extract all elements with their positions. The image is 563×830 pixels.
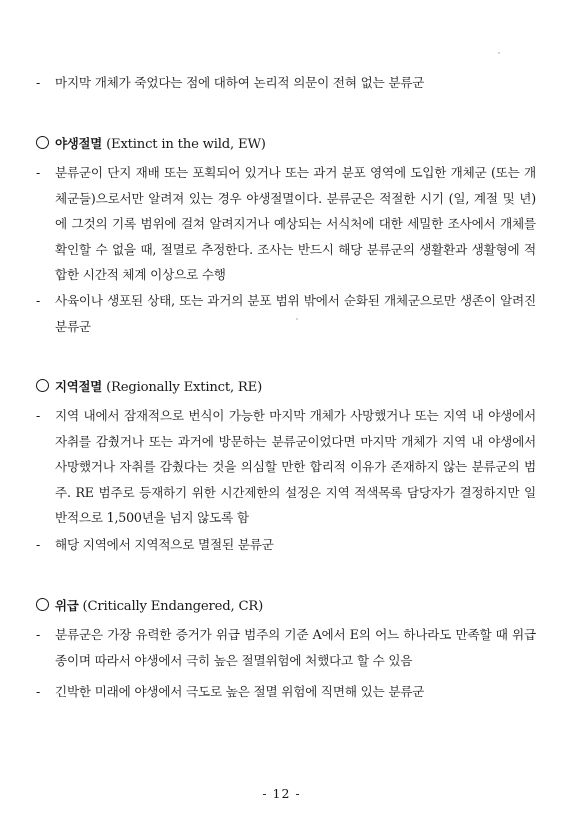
scan-speck [498, 52, 500, 54]
list-item-text: 해당 지역에서 지역적으로 멸절된 분류군 [55, 537, 274, 552]
list-item-text: 분류군이 단지 재배 또는 포획되어 있거나 또는 과거 분포 영역에 도입한 개체군 (또는 개체군들)으로서만 알려져 있는 경우 야생절멸이다. 분류군은 적절한 시기 (일, 계절 및 년)에 그것의 기록 범위에 걸쳐 알려지거나 예상되는 서식처에 대한 세밀한 조사에서 개체를 확인할 수 없을 때, 절멸로 추정한다. 조사는 반드시 해당 분류군의 생활환과 생활형에 적합한 시간적 체계 이상으로 수행 [55, 165, 536, 282]
section-heading-ew [36, 134, 266, 155]
section-heading-en: (Critically Endangered, CR) [82, 599, 264, 614]
list-item [36, 403, 536, 531]
list-item [36, 532, 536, 558]
list-item [36, 70, 536, 96]
list-item-text: 지역 내에서 잠재적으로 번식이 가능한 마지막 개체가 사망했거나 또는 지역 내 야생에서 자취를 감췄거나 또는 과거에 방문하는 분류군이었다면 마지막 개체가 지역 내 야생에서 사망했거나 자취를 감췄다는 것을 의심할 만한 합리적 이유가 존재하지 않는 분류군의 범주. RE 범주로 등재하기 위한 시간제한의 설정은 지역 적색목록 담당자가 결정하지만 일반적으로 1,500년을 넘지 않도록 함 [55, 408, 536, 525]
dash-marker: - [36, 75, 41, 90]
dash-marker: - [36, 684, 41, 699]
list-item [36, 679, 536, 705]
list-item [36, 288, 536, 339]
circle-bullet-icon [36, 136, 49, 149]
list-item-text: 분류군은 가장 유력한 증거가 위급 범주의 기준 A에서 E의 어느 하나라도 만족할 때 위급종이며 따라서 야생에서 극히 높은 절멸위험에 처했다고 할 수 있음 [55, 627, 536, 668]
section-heading-en: (Extinct in the wild, EW) [106, 137, 266, 152]
section-heading-en: (Regionally Extinct, RE) [106, 380, 263, 395]
section-heading-re [36, 377, 262, 398]
dash-marker: - [36, 627, 41, 642]
list-item-text: 마지막 개체가 죽었다는 점에 대하여 논리적 의문이 전혀 없는 분류군 [55, 75, 425, 90]
list-item-text: 사육이나 생포된 상태, 또는 과거의 분포 범위 밖에서 순화된 개체군으로만 생존이 알려진 분류군 [55, 293, 536, 334]
page-number: - 12 - [262, 786, 301, 801]
dash-marker: - [36, 293, 41, 308]
list-item [36, 160, 536, 288]
list-item [36, 622, 536, 673]
dash-marker: - [36, 537, 41, 552]
section-heading-ko: 야생절멸 [55, 136, 103, 151]
circle-bullet-icon [36, 379, 49, 392]
section-heading-cr [36, 596, 263, 617]
section-heading-ko: 지역절멸 [55, 379, 103, 394]
dash-marker: - [36, 165, 41, 180]
circle-bullet-icon [36, 598, 49, 611]
list-item-text: 긴박한 미래에 야생에서 극도로 높은 절멸 위험에 직면해 있는 분류군 [55, 684, 425, 699]
section-heading-ko: 위급 [55, 598, 79, 613]
dash-marker: - [36, 408, 41, 423]
